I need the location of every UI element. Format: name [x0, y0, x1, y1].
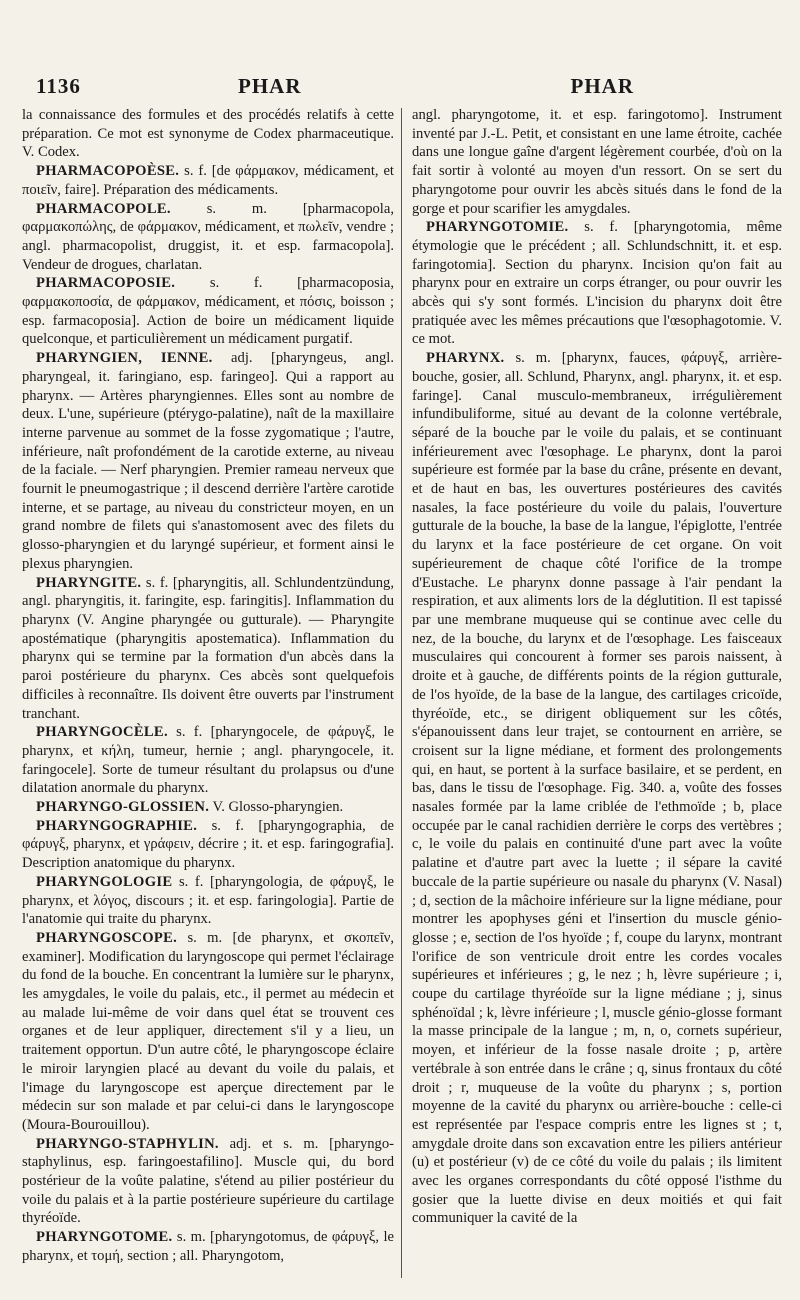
- entry-headword: PHARYNGOCÈLE.: [36, 724, 168, 741]
- dictionary-entry: [22, 723, 394, 798]
- dictionary-entry: [22, 1228, 394, 1265]
- entry-headword: PHARMACOPOSIE.: [36, 275, 176, 292]
- entry-text: s. f. [pharyngographia, de φάρυγξ, pharynx, et γράφειν, décrire ; it. et esp. faringografia]. Description anatomique du pharynx.: [22, 817, 394, 872]
- page-number: 1136: [36, 74, 81, 98]
- entry-text: s. f. [pharmacoposia, φαρμακοποσία, de φάρμακον, médicament, et πόσις, boisson ; esp. farmacoposia]. Action de boire un médicament liquide quelconque, et particulièrement un médicament purgatif.: [22, 275, 394, 348]
- dictionary-entry: [22, 574, 394, 724]
- dictionary-entry: [22, 349, 394, 573]
- entry-headword: PHARYNGOGRAPHIE.: [36, 817, 198, 834]
- entry-text: s. m. [pharynx, fauces, φάρυγξ, arrière-bouche, gosier, all. Schlund, Pharynx, angl. pharynx, it. et esp. faringe]. Canal musculo-membraneux, irrégulièrement infundibuliforme, situé au devant de la colonne vertébrale, séparé de la bouche par le voile du palais, et se continuant inférieurement avec l'œsophage. Le pharynx, dont la paroi supérieure est formée par la base du crâne, présente en devant, et de haut en bas, les ouvertures postérieures des cavités nasales, la face postérieure du voile du palais, l'ouverture gutturale de la bouche, la base de la langue, l'épiglotte, l'entrée du larynx et la face postérieure de cet organe. On voit supérieurement de chaque côté l'orifice de la trompe d'Eustache. Le pharynx donne passage à l'air pendant la respiration, et aux aliments lors de la déglutition. Il est tapissé par une membrane muqueuse qui se continue avec celle du nez, de la bouche, du larynx et de l'œsophage. Les faisceaux musculaires qui concourent à former ses parois naissent, à droite et à gauche, de différents points de la région gutturale, de l'os hyoïde, de la base de la langue, des cartilages cricoïde, thyréoïde, etc., se dirigent obliquement sur les côtés, s'épanouissent dans leur trajet, se contournent en arrière, se croisent sur la ligne médiane, et forment des prolongements qui, en haut, se portent à la surface basilaire, et se perdent, en bas, dans le tissu de l'œsophage. Fig. 340. a, voûte des fosses nasales formée par la lame criblée de l'ethmoïde ; b, place occupée par le canal rachidien derrière le corps des vertèbres ; c, le voile du palais en continuité d'une part avec la voûte palatine et d'autre part avec la luette ; il sépare la cavité buccale de la partie supérieure ou nasale du pharynx (V. Nasal) ; d, section de la mâchoire inférieure sur la ligne médiane, pour montrer les apophyses géni et l'insertion du muscle génio-glosse ; e, section de l'os hyoïde ; f, coupe du larynx, montrant l'orifice de son ventricule droit entre les cordes vocales supérieures et inférieures ; g, le nez ; h, lèvre supérieure ; i, coupe du cartilage thyréoïde sur la ligne médiane ; j, sinus sphénoïdal ; k, lèvre inférieure ; l, muscle génio-glosse formant la masse principale de la langue ; m, n, o, cornets supérieur, moyen, et inférieur de la fosse nasale droite ; p, artère vertébrale à son entrée dans le crâne ; q, sinus frontaux du côté droit ; r, muqueuse de la voûte du pharynx ; s, portion moyenne de la cavité du pharynx ou arrière-bouche : celle-ci est représentée par l'espace compris entre les lignes st ; t, amygdale droite dans son excavation entre les piliers antérieur (u) et postérieur (v) de ce côté du voile du palais ; ils limitent avec les organes correspondants du côté opposé l'isthme du gosier que la luette divise en deux moitiés et qui fait communiquer la cavité de la: [412, 350, 782, 1227]
- right-column: [412, 106, 782, 1286]
- dictionary-entry: [22, 1135, 394, 1229]
- continued-text: [412, 106, 782, 218]
- running-head-left: PHAR: [238, 74, 302, 98]
- dictionary-entry: [22, 200, 394, 275]
- dictionary-entry: [22, 274, 394, 349]
- entry-headword: PHARYNGOLOGIE: [36, 873, 173, 890]
- dictionary-entry: [22, 817, 394, 873]
- entry-text: V. Glosso-pharyngien.: [209, 799, 344, 816]
- page-header: [36, 74, 764, 104]
- entry-text: s. m. [pharyngotomus, de φάρυγξ, le pharynx, et τομή, section ; all. Pharyngotom,: [22, 1229, 394, 1264]
- entry-text: s. f. [pharyngologia, de φάρυγξ, le pharynx, et λόγος, discours ; it. et esp. faringologia]. Partie de l'anatomie qui traite du pharynx.: [22, 873, 394, 928]
- entry-headword: PHARYNGO-STAPHYLIN.: [36, 1135, 219, 1152]
- dictionary-entry: [22, 798, 394, 817]
- entry-text: s. f. [de φάρμακον, médicament, et ποιεῖν, faire]. Préparation des médicaments.: [22, 163, 394, 198]
- continued-text: [22, 106, 394, 162]
- entry-headword: PHARMACOPOLE.: [36, 200, 171, 217]
- running-head-right: PHAR: [570, 74, 634, 98]
- entry-text: s. m. [de pharynx, et σκοπεῖν, examiner]. Modification du laryngoscope qui permet l'éclairage du fond de la bouche. En concentrant la lumière sur le pharynx, les amygdales, le voile du palais, etc., il permet au médecin et au malade lui-même de voir dans quel état se trouvent ces organes et de leur appliquer, directement s'il y a lieu, un traitement opportun. D'un autre côté, le pharyngoscope éclaire le miroir laryngien placé au devant du voile du palais, et l'image du laryngoscope est aperçue directement par le médecin sur son malade et par celui-ci dans le laryngoscope (Moura-Bourouillou).: [22, 929, 394, 1133]
- entry-headword: PHARYNGO-GLOSSIEN.: [36, 799, 210, 816]
- entry-headword: PHARYNGOTOME.: [36, 1229, 173, 1246]
- entry-text: adj. [pharyngeus, angl. pharyngeal, it. faringiano, esp. faringeo]. Qui a rapport au pharynx. — Artères pharyngiennes. Elles sont au nombre de deux. L'une, supérieure (ptérygo-palatine), naît de la maxillaire interne parvenue au sommet de la fosse zygomatique ; l'autre, inférieure, naît profondément de la carotide externe, au niveau de la faciale. — Nerf pharyngien. Premier rameau nerveux que fournit le pneumogastrique ; il descend derrière l'artère carotide interne, et se partage, au niveau du constricteur moyen, en un grand nombre de filets qui s'anastomosent avec des filets du glosso-pharyngien et du laryngé supérieur, et forment ainsi le plexus pharyngien.: [22, 350, 394, 572]
- entry-text: la connaissance des formules et des procédés relatifs à cette préparation. Ce mot est synonyme de Codex pharmaceutique. V. Codex.: [22, 107, 394, 161]
- left-column: [22, 106, 394, 1286]
- entry-text: s. f. [pharyngotomia, même étymologie que le précédent ; all. Schlundschnitt, it. et esp. faringotomia]. Section du pharynx. Incision qu'on fait au pharynx pour en extraire un corps étranger, ou pour ouvrir les abcès qui s'y sont formés. L'incision du pharynx doit être pratiquée avec les mêmes précautions que l'œsophagotomie. V. ce mot.: [412, 219, 782, 348]
- entry-text: s. m. [pharmacopola, φαρμακοπώλης, de φάρμακον, médicament, et πωλεῖν, vendre ; angl. pharmacopolist, druggist, it. et esp. farmacopola]. Vendeur de drogues, charlatan.: [22, 200, 394, 273]
- column-divider: [401, 108, 402, 1278]
- entry-headword: PHARMACOPOÈSE.: [36, 163, 180, 180]
- entry-text: s. f. [pharyngitis, all. Schlundentzündung, angl. pharyngitis, it. faringite, esp. faringitis]. Inflammation du pharynx (V. Angine pharyngée ou gutturale). — Pharyngite apostématique (pharyngitis apostematica). Inflammation du pharynx qui se termine par la formation d'un abcès dans la paroi postérieure du pharynx. Ces abcès sont quelquefois difficiles à reconnaître. Ils doivent être ouverts par l'instrument tranchant.: [22, 574, 394, 722]
- dictionary-entry: [412, 218, 782, 349]
- dictionary-entry: [22, 162, 394, 199]
- entry-text: s. f. [pharyngocele, de φάρυγξ, le pharynx, et κήλη, tumeur, hernie ; angl. pharyngocele, it. faringocele]. Sorte de tumeur résultant du prolapsus ou d'une dilatation anormale du pharynx.: [22, 724, 394, 797]
- entry-headword: PHARYNX.: [426, 350, 505, 367]
- dictionary-entry: [412, 349, 782, 1228]
- dictionary-entry: [22, 873, 394, 929]
- entry-headword: PHARYNGITE.: [36, 574, 142, 591]
- entry-text: angl. pharyngotome, it. et esp. faringotomo]. Instrument inventé par J.-L. Petit, et consistant en une lame étroite, cachée dans une longue gaîne d'argent légèrement courbée, d'où on la fait sortir à volonté au moyen d'un ressort. On se sert du pharyngotome pour ouvrir les abcès situés dans le fond de la gorge et pour scarifier les amygdales.: [412, 107, 782, 217]
- entry-headword: PHARYNGOSCOPE.: [36, 929, 178, 946]
- entry-headword: PHARYNGOTOMIE.: [426, 219, 569, 236]
- entry-headword: PHARYNGIEN, IENNE.: [36, 350, 213, 367]
- entry-text: adj. et s. m. [pharyngo-staphylinus, esp. faringoestafilino]. Muscle qui, du bord postérieur de la voûte palatine, s'étend au pilier postérieur du voile du palais et à la partie postérieure supérieure du cartilage thyréoïde.: [22, 1135, 394, 1227]
- dictionary-entry: [22, 929, 394, 1135]
